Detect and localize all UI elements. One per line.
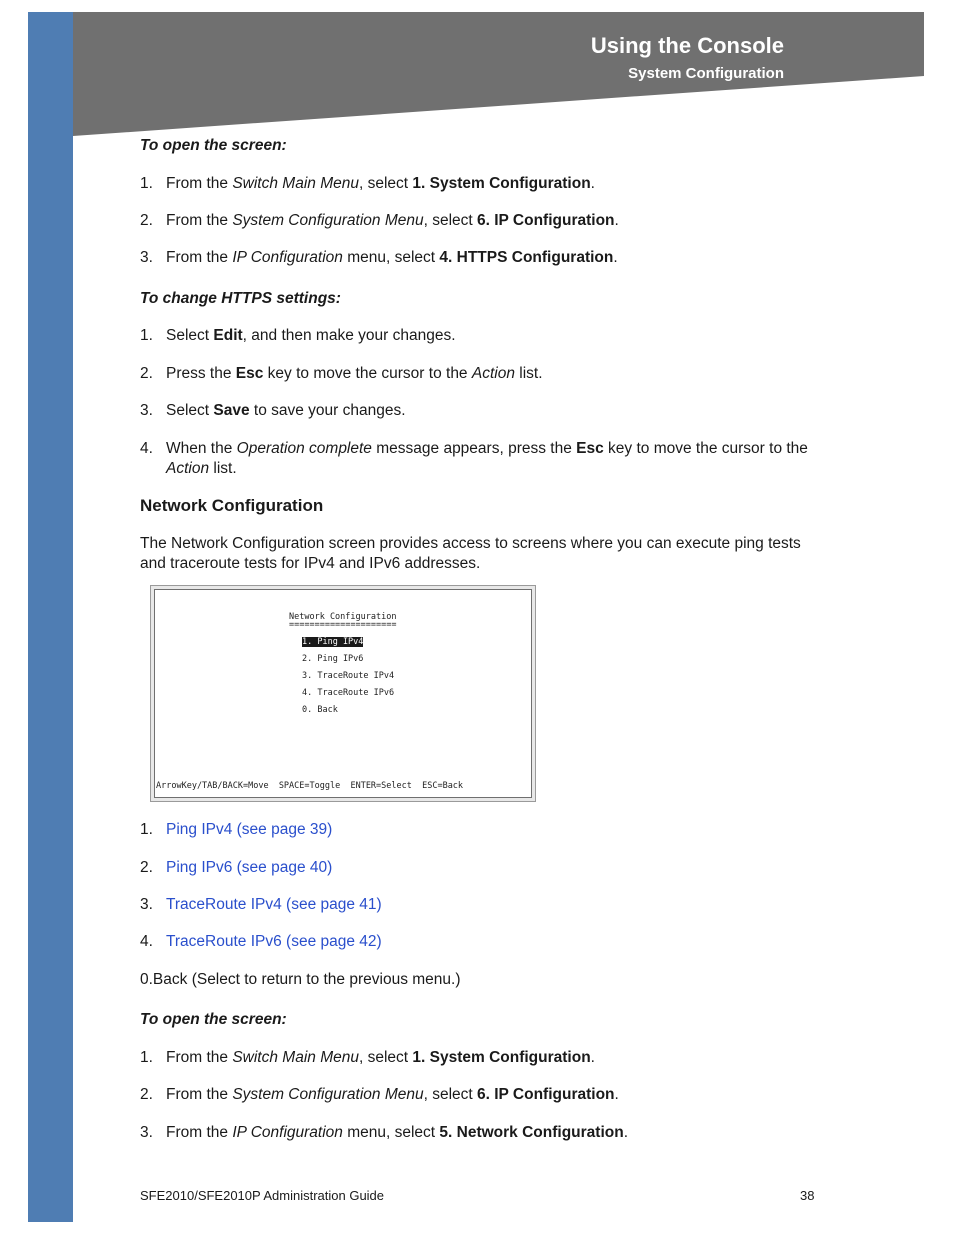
link-traceroute-ipv4[interactable]: TraceRoute IPv4 (see page 41) (166, 896, 382, 913)
step-number: 3. (140, 896, 153, 913)
console-title: Network Configuration (289, 612, 397, 622)
footer-doc-title: SFE2010/SFE2010P Administration Guide (140, 1188, 385, 1203)
step-number: 4. (140, 440, 153, 457)
step-number: 3. (140, 1124, 153, 1141)
console-title-underline: ===================== (289, 620, 397, 630)
step-number: 2. (140, 365, 153, 382)
step-number: 1. (140, 821, 153, 838)
link-ping-ipv4[interactable]: Ping IPv4 (see page 39) (166, 821, 333, 838)
section-heading-network: Network Configuration (140, 496, 324, 515)
https-open-heading: To open the screen: (140, 137, 287, 154)
link-traceroute-ipv6[interactable]: TraceRoute IPv6 (see page 42) (166, 933, 382, 950)
step-number: 1. (140, 175, 153, 192)
console-screenshot (150, 585, 536, 802)
footer-page-number: 38 (800, 1188, 815, 1203)
chapter-title: Using the Console (590, 33, 784, 58)
console-screen (154, 589, 532, 798)
console-menu-item[interactable]: 0. Back (302, 705, 338, 715)
step-number: 2. (140, 859, 153, 876)
back-note: 0.Back (Select to return to the previous menu.) (140, 971, 461, 988)
step-number: 2. (140, 212, 153, 229)
step-number: 3. (140, 249, 153, 266)
step-number: 3. (140, 402, 153, 419)
header-band-shape (73, 12, 924, 136)
sidebar-accent-bar (28, 12, 73, 1222)
network-intro: The Network Configuration screen provides access to screens where you can execute ping tests and traceroute tests for IPv4 and IPv6 addresses. (140, 535, 801, 572)
console-menu-item-selected[interactable]: 1. Ping IPv4 (302, 637, 364, 647)
console-menu-item[interactable]: 3. TraceRoute IPv4 (302, 671, 395, 681)
console-status-bar: ArrowKey/TAB/BACK=Move SPACE=Toggle ENTER=Select ESC=Back (156, 781, 464, 791)
page-header (73, 12, 924, 136)
link-ping-ipv6[interactable]: Ping IPv6 (see page 40) (166, 859, 333, 876)
step-number: 1. (140, 1049, 153, 1066)
step-number: 2. (140, 1086, 153, 1103)
step-number: 1. (140, 327, 153, 344)
step-number: 4. (140, 933, 153, 950)
https-change-heading: To change HTTPS settings: (140, 290, 341, 307)
console-menu-item[interactable]: 4. TraceRoute IPv6 (302, 688, 395, 698)
section-subtitle: System Configuration (628, 65, 784, 82)
network-open-heading: To open the screen: (140, 1011, 287, 1028)
console-menu-item[interactable]: 2. Ping IPv6 (302, 654, 364, 664)
